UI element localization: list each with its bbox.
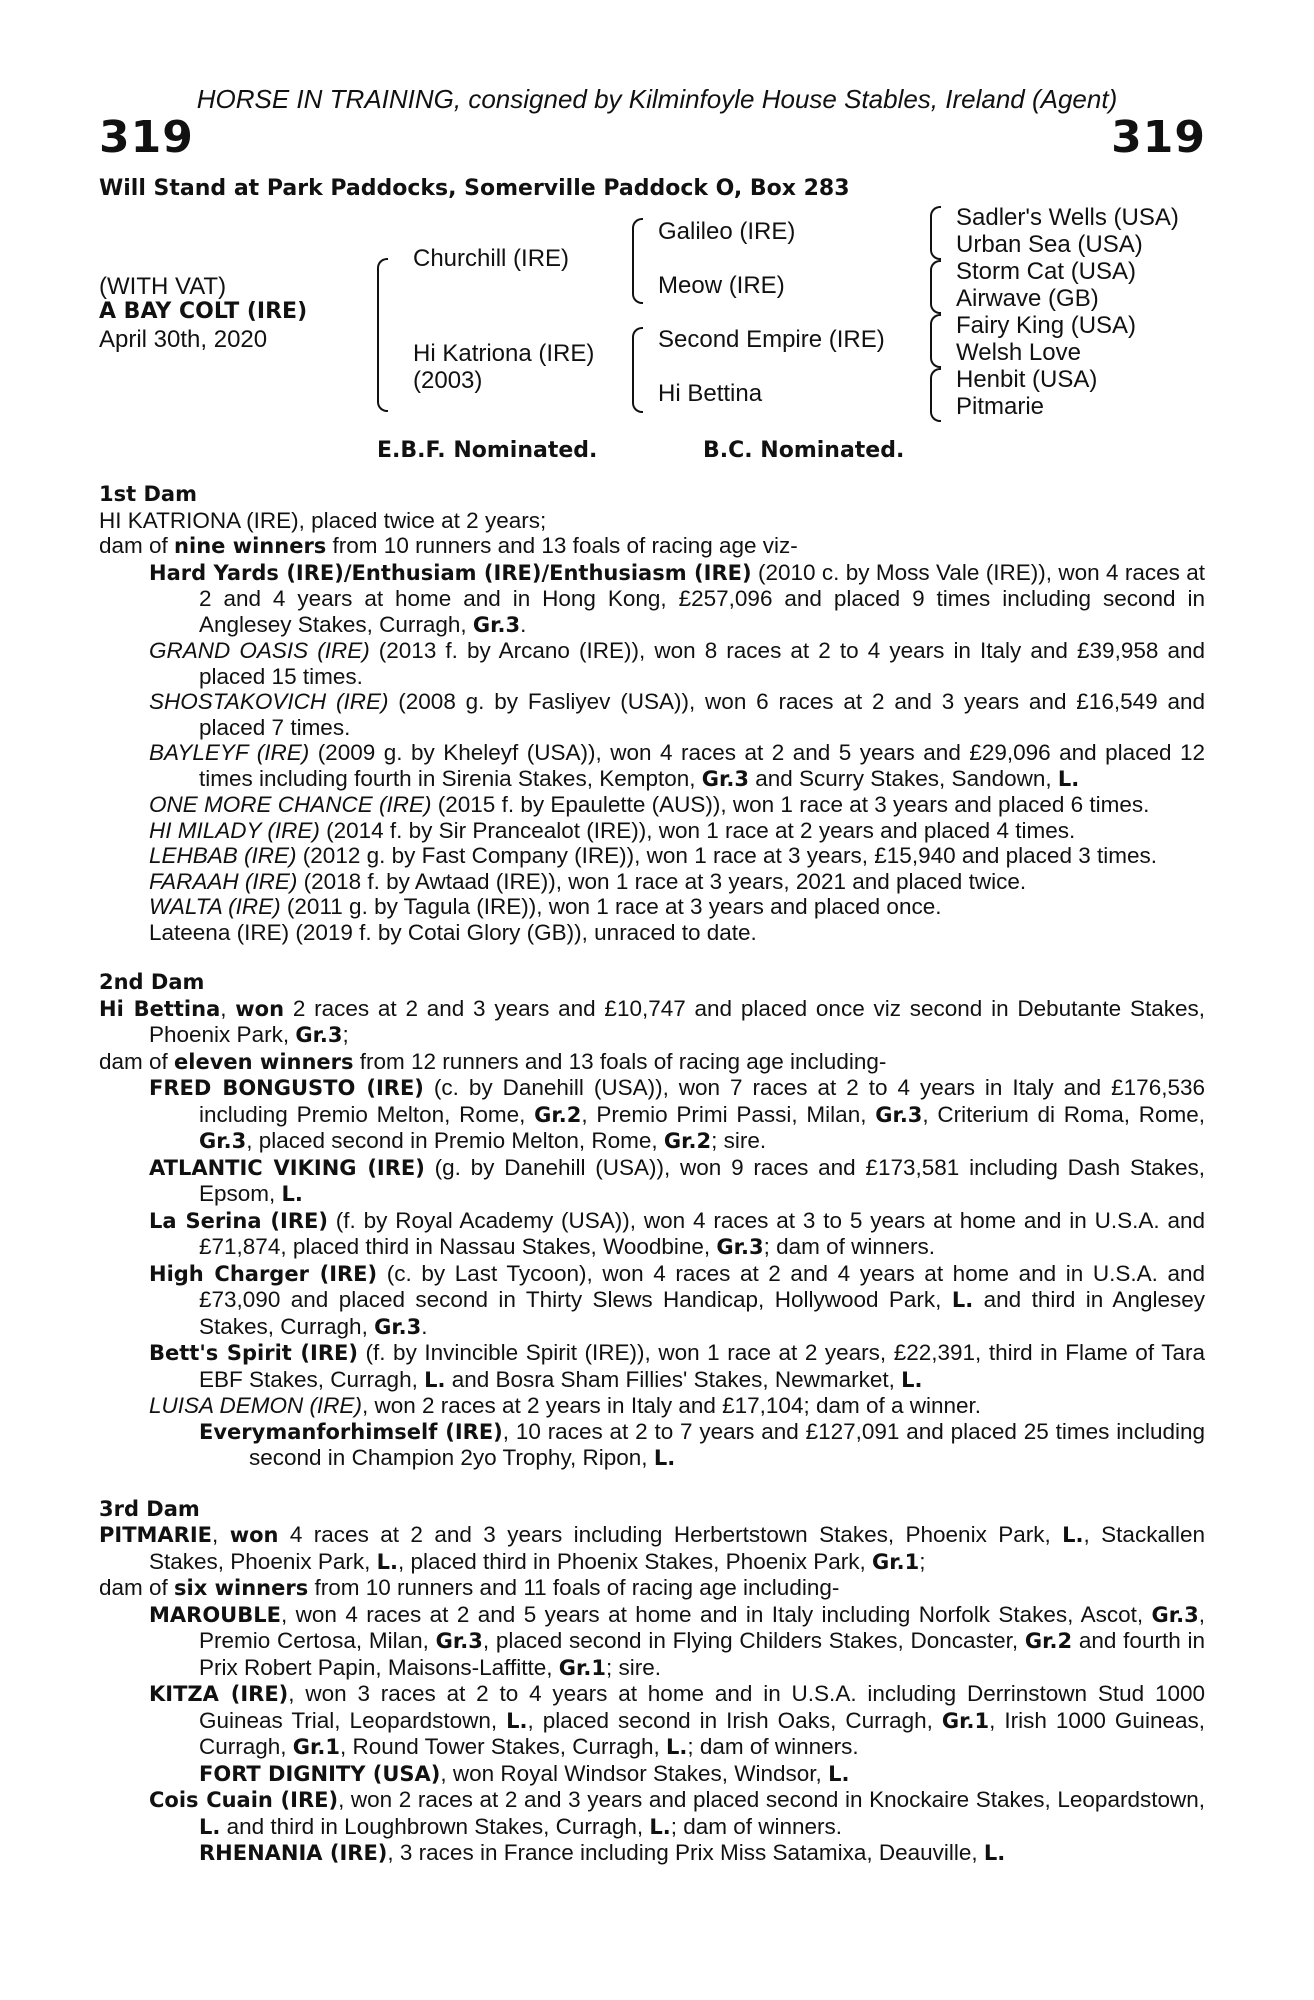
bold-text: won bbox=[235, 996, 285, 1021]
bold-text: nine winners bbox=[174, 534, 327, 558]
consignment-line: HORSE IN TRAINING, consigned by Kilminfoyle House Stables, Ireland (Agent) bbox=[196, 84, 1118, 114]
italic-text: HI MILADY (IRE) bbox=[149, 817, 320, 843]
pedigree-entry bbox=[149, 869, 1205, 895]
bold-text: L. bbox=[424, 1367, 446, 1392]
bold-text: L. bbox=[199, 1814, 221, 1839]
entry-text: from 10 runners and 13 foals of racing age viz- bbox=[326, 533, 798, 558]
entry-text: HI KATRIONA (IRE), placed twice at 2 years; bbox=[99, 507, 547, 533]
entry-text: ; dam of winners. bbox=[687, 1734, 859, 1759]
entry-text: , Irish 1000 Guineas, Curragh, bbox=[199, 1707, 1205, 1759]
bc-nominated: B.C. Nominated. bbox=[703, 438, 905, 463]
bold-text: Gr.3 bbox=[199, 1129, 247, 1153]
pedigree-brace bbox=[930, 314, 941, 368]
bold-text: Bett's Spirit (IRE) bbox=[149, 1341, 358, 1365]
pedigree-brace bbox=[632, 218, 643, 304]
bold-text: Everymanforhimself (IRE) bbox=[199, 1419, 503, 1444]
bold-text: Gr.3 bbox=[295, 1023, 343, 1047]
ancestor-g7: Henbit (USA) bbox=[956, 366, 1098, 393]
italic-text: ONE MORE CHANCE (IRE) bbox=[149, 792, 432, 817]
entry-text: (f. by Royal Academy (USA)), won 4 races at 3 to 5 years at home and in U.S.A. and £71,874, placed third in Nassau Stakes, Woodbine, bbox=[199, 1207, 1206, 1259]
entry-text: (g. by Danehill (USA)), won 9 races and £173,581 including Dash Stakes, Epsom, bbox=[199, 1154, 1205, 1206]
dam-line-text bbox=[99, 482, 1205, 1867]
italic-text: GRAND OASIS (IRE) bbox=[149, 638, 370, 663]
bold-text: La Serina (IRE) bbox=[149, 1208, 328, 1233]
pedigree-entry bbox=[149, 818, 1205, 844]
entry-text: and fourth in Prix Robert Papin, Maisons-Laffitte, bbox=[199, 1628, 1206, 1680]
bold-text: Gr.2 bbox=[534, 1102, 582, 1127]
pedigree-entry bbox=[149, 1075, 1205, 1155]
bold-text: Gr.3 bbox=[435, 1629, 483, 1653]
ebf-nominated: E.B.F. Nominated. bbox=[377, 438, 598, 463]
bold-text: L. bbox=[983, 1841, 1006, 1865]
pedigree-entry bbox=[149, 638, 1205, 689]
ancestor-g8: Pitmarie bbox=[956, 393, 1045, 420]
entry-text: and Scurry Stakes, Sandown, bbox=[748, 765, 1058, 791]
pedigree-brace bbox=[930, 206, 941, 260]
bold-text: Hi Bettina bbox=[99, 996, 221, 1021]
bold-text: ATLANTIC VIKING (IRE) bbox=[149, 1155, 425, 1180]
bold-text: eleven winners bbox=[174, 1049, 354, 1074]
bold-text: Gr.1 bbox=[558, 1655, 606, 1680]
pedigree-entry bbox=[99, 1049, 1205, 1076]
entry-text: , placed second in Flying Childers Stakes, Doncaster, bbox=[482, 1628, 1025, 1653]
entry-text: (2008 g. by Fasliyev (USA)), won 6 races at 2 and 3 years and £16,549 and placed 7 times. bbox=[199, 689, 1205, 740]
pedigree-entry bbox=[149, 560, 1205, 639]
entry-text: dam of bbox=[99, 1048, 175, 1074]
entry-text: ; dam of winners. bbox=[763, 1234, 935, 1259]
pedigree-brace bbox=[632, 327, 643, 413]
pedigree-brace bbox=[930, 260, 941, 314]
entry-text: (2018 f. by Awtaad (IRE)), won 1 race at 3 years, 2021 and placed twice. bbox=[297, 868, 1027, 894]
ancestor-g1: Sadler's Wells (USA) bbox=[956, 204, 1179, 231]
entry-text: . bbox=[421, 1313, 428, 1339]
bold-text: L. bbox=[653, 1446, 676, 1470]
pedigree-entry bbox=[199, 1840, 1205, 1867]
pedigree-entry bbox=[149, 1393, 1205, 1419]
entry-text: , won 3 races at 2 to 4 years at home and in U.S.A. including Derrinstown Stud 1000 Guineas Trial, Leopardstown, bbox=[199, 1681, 1205, 1733]
dam-sire: Second Empire (IRE) bbox=[658, 326, 885, 353]
entry-text: dam of bbox=[99, 533, 175, 558]
entry-text: (2011 g. by Tagula (IRE)), won 1 race at 3 years and placed once. bbox=[280, 894, 942, 919]
bold-text: PITMARIE bbox=[99, 1523, 213, 1547]
entry-text: , bbox=[212, 1522, 230, 1547]
entry-text: 4 races at 2 and 3 years including Herbertstown Stakes, Phoenix Park, bbox=[278, 1522, 1063, 1547]
entry-text: 2 races at 2 and 3 years and £10,747 and placed once viz second in Debutante Stakes, Phoenix Park, bbox=[149, 995, 1205, 1047]
pedigree-entry bbox=[149, 1681, 1205, 1761]
bold-text: FORT DIGNITY (USA) bbox=[199, 1761, 441, 1786]
entry-text: from 10 runners and 11 foals of racing age including- bbox=[308, 1575, 840, 1600]
bold-text: KITZA (IRE) bbox=[149, 1682, 289, 1706]
section-heading: 2nd Dam bbox=[99, 970, 205, 994]
pedigree-entry bbox=[99, 1575, 1205, 1602]
pedigree-entry bbox=[149, 1261, 1205, 1341]
entry-text: (2015 f. by Epaulette (AUS)), won 1 race at 3 years and placed 6 times. bbox=[431, 792, 1150, 817]
section-gap bbox=[99, 1472, 1205, 1497]
entry-text: (2012 g. by Fast Company (IRE)), won 1 race at 3 years, £15,940 and placed 3 times. bbox=[296, 843, 1157, 868]
bold-text: L. bbox=[666, 1735, 688, 1759]
entry-text: . bbox=[520, 611, 527, 637]
pedigree-entry bbox=[149, 920, 1205, 946]
pedigree-entry bbox=[149, 1208, 1205, 1261]
pedigree-entry bbox=[149, 792, 1205, 818]
entry-text: , won 4 races at 2 and 5 years at home and in Italy including Norfolk Stakes, Ascot, bbox=[280, 1601, 1152, 1627]
italic-text: BAYLEYF (IRE) bbox=[149, 740, 310, 765]
bold-text: six winners bbox=[174, 1576, 309, 1600]
entry-text: and third in Anglesey Stakes, Curragh, bbox=[199, 1287, 1205, 1339]
bold-text: Gr.1 bbox=[941, 1708, 990, 1733]
entry-text: from 12 runners and 13 foals of racing age including- bbox=[353, 1048, 887, 1074]
bold-text: FRED BONGUSTO (IRE) bbox=[149, 1076, 424, 1100]
bold-text: L. bbox=[281, 1182, 303, 1206]
entry-text: , Premio Certosa, Milan, bbox=[199, 1601, 1205, 1653]
entry-text: , 3 races in France including Prix Miss Satamixa, Deauville, bbox=[387, 1840, 984, 1865]
bold-text: Gr.2 bbox=[663, 1129, 712, 1153]
entry-text: dam of bbox=[99, 1575, 175, 1600]
bold-text: Cois Cuain (IRE) bbox=[149, 1788, 339, 1812]
pedigree-entry bbox=[149, 1155, 1205, 1208]
pedigree-entry bbox=[199, 1419, 1205, 1472]
bold-text: High Charger (IRE) bbox=[149, 1261, 378, 1286]
entry-text: , 10 races at 2 to 7 years and £127,091 and placed 25 times including second in Champion 2yo Trophy, Ripon, bbox=[249, 1418, 1206, 1470]
sire-dam: Meow (IRE) bbox=[658, 272, 785, 299]
entry-text: (f. by Invincible Spirit (IRE)), won 1 race at 2 years, £22,391, third in Flame of Tara EBF Stakes, Curragh, bbox=[199, 1340, 1205, 1392]
bold-text: Hard Yards (IRE)/Enthusiam (IRE)/Enthusiasm (IRE) bbox=[149, 560, 752, 585]
bold-text: Gr.3 bbox=[875, 1102, 923, 1127]
pedigree-entry bbox=[149, 1340, 1205, 1393]
bold-text: Gr.1 bbox=[292, 1735, 340, 1759]
entry-text: ; sire. bbox=[711, 1128, 767, 1153]
entry-text: (2013 f. by Arcano (IRE)), won 8 races at 2 to 4 years in Italy and £39,958 and placed 15 times. bbox=[199, 638, 1205, 689]
pedigree-brace bbox=[377, 258, 388, 412]
bold-text: L. bbox=[506, 1708, 528, 1733]
entry-text: ; bbox=[342, 1022, 349, 1047]
pedigree-entry bbox=[99, 1522, 1205, 1575]
bold-text: Gr.1 bbox=[872, 1549, 920, 1574]
ancestor-g2: Urban Sea (USA) bbox=[956, 231, 1143, 258]
entry-text: , placed third in Phoenix Stakes, Phoenix Park, bbox=[397, 1548, 873, 1574]
dam-dam: Hi Bettina bbox=[658, 380, 763, 407]
foaling-date: April 30th, 2020 bbox=[99, 326, 268, 353]
pedigree-entry bbox=[99, 533, 1205, 560]
bold-text: L. bbox=[1057, 766, 1080, 791]
ancestor-g5: Fairy King (USA) bbox=[956, 312, 1137, 339]
bold-text: L. bbox=[649, 1814, 671, 1839]
pedigree-entry bbox=[149, 1787, 1205, 1840]
entry-text: ; sire. bbox=[605, 1654, 661, 1680]
entry-text: (c. by Last Tycoon), won 4 races at 2 and 4 years at home and in U.S.A. and £73,090 and placed second in Thirty Slews Handicap, Hollywood Park, bbox=[199, 1260, 1205, 1312]
pedigree-entry bbox=[149, 894, 1205, 920]
dam-year: (2003) bbox=[413, 367, 483, 394]
italic-text: LEHBAB (IRE) bbox=[149, 843, 297, 868]
entry-text: ; bbox=[919, 1548, 926, 1574]
entry-text: , won 2 races at 2 and 3 years and placed second in Knockaire Stakes, Leopardstown, bbox=[338, 1787, 1205, 1812]
italic-text: LUISA DEMON (IRE) bbox=[149, 1393, 362, 1418]
bold-text: L. bbox=[828, 1761, 850, 1786]
bold-text: won bbox=[229, 1523, 279, 1547]
section-gap bbox=[99, 945, 1205, 970]
bold-text: RHENANIA (IRE) bbox=[199, 1841, 388, 1865]
italic-text: FARAAH (IRE) bbox=[149, 868, 298, 894]
bold-text: L. bbox=[1062, 1523, 1084, 1547]
entry-text: (c. by Danehill (USA)), won 7 races at 2 to 4 years in Italy and £176,536 including Premio Melton, Rome, bbox=[199, 1075, 1205, 1127]
bold-text: MAROUBLE bbox=[149, 1602, 281, 1627]
bold-text: Gr.2 bbox=[1024, 1629, 1073, 1653]
sire: Churchill (IRE) bbox=[413, 245, 570, 272]
bold-text: L. bbox=[901, 1367, 923, 1392]
dam: Hi Katriona (IRE) bbox=[413, 340, 595, 367]
pedigree-entry bbox=[99, 996, 1205, 1049]
lot-number-left: 319 bbox=[99, 112, 194, 163]
entry-text: and third in Loughbrown Stakes, Curragh, bbox=[220, 1813, 650, 1839]
italic-text: WALTA (IRE) bbox=[149, 894, 281, 919]
bold-text: Gr.3 bbox=[716, 1235, 764, 1259]
entry-text: , placed second in Irish Oaks, Curragh, bbox=[527, 1707, 942, 1733]
vat-note: (WITH VAT) bbox=[99, 273, 227, 300]
bold-text: L. bbox=[951, 1288, 974, 1312]
stand-location: Will Stand at Park Paddocks, Somerville Paddock O, Box 283 bbox=[99, 176, 850, 201]
entry-text: , placed second in Premio Melton, Rome, bbox=[246, 1128, 664, 1153]
sire-sire: Galileo (IRE) bbox=[658, 218, 796, 245]
italic-text: SHOSTAKOVICH (IRE) bbox=[149, 689, 389, 714]
section-heading: 1st Dam bbox=[99, 482, 197, 506]
pedigree-entry bbox=[99, 508, 1205, 534]
entry-text: (2010 c. by Moss Vale (IRE)), won 4 races at 2 and 4 years at home and in Hong Kong, £257,096 and placed 9 times including second in Anglesey Stakes, Curragh, bbox=[199, 559, 1205, 637]
bold-text: Gr.3 bbox=[472, 612, 521, 637]
entry-text: , won Royal Windsor Stakes, Windsor, bbox=[440, 1760, 829, 1786]
horse-name: A BAY COLT (IRE) bbox=[99, 299, 308, 324]
entry-text: (2009 g. by Kheleyf (USA)), won 4 races at 2 and 5 years and £29,096 and placed 12 times including fourth in Sirenia Stakes, Kempton, bbox=[199, 740, 1205, 791]
entry-text: , Criterium di Roma, Rome, bbox=[922, 1101, 1206, 1127]
ancestor-g6: Welsh Love bbox=[956, 339, 1081, 366]
entry-text: ; dam of winners. bbox=[670, 1813, 843, 1839]
section-heading: 3rd Dam bbox=[99, 1496, 200, 1521]
entry-text: (2014 f. by Sir Prancealot (IRE)), won 1 race at 2 years and placed 4 times. bbox=[319, 817, 1076, 843]
entry-text: , bbox=[220, 995, 236, 1021]
entry-text: Lateena (IRE) (2019 f. by Cotai Glory (GB)), unraced to date. bbox=[149, 919, 757, 945]
bold-text: L. bbox=[376, 1549, 398, 1574]
entry-text: , Round Tower Stakes, Curragh, bbox=[340, 1734, 666, 1759]
bold-text: Gr.3 bbox=[1151, 1602, 1199, 1627]
bold-text: Gr.3 bbox=[374, 1314, 422, 1339]
pedigree-entry bbox=[149, 1602, 1205, 1682]
pedigree-entry bbox=[199, 1761, 1205, 1788]
ancestor-g3: Storm Cat (USA) bbox=[956, 258, 1137, 285]
entry-text: and Bosra Sham Fillies' Stakes, Newmarket, bbox=[445, 1366, 902, 1392]
entry-text: , Stackallen Stakes, Phoenix Park, bbox=[149, 1522, 1205, 1574]
pedigree-entry bbox=[149, 740, 1205, 792]
pedigree-entry bbox=[149, 689, 1205, 740]
lot-number-right: 319 bbox=[1111, 112, 1206, 163]
ancestor-g4: Airwave (GB) bbox=[956, 285, 1099, 312]
bold-text: Gr.3 bbox=[701, 766, 749, 791]
entry-text: , Premio Primi Passi, Milan, bbox=[581, 1101, 876, 1127]
pedigree-brace bbox=[930, 368, 941, 422]
entry-text: , won 2 races at 2 years in Italy and £17,104; dam of a winner. bbox=[361, 1393, 982, 1418]
pedigree-entry bbox=[149, 843, 1205, 869]
